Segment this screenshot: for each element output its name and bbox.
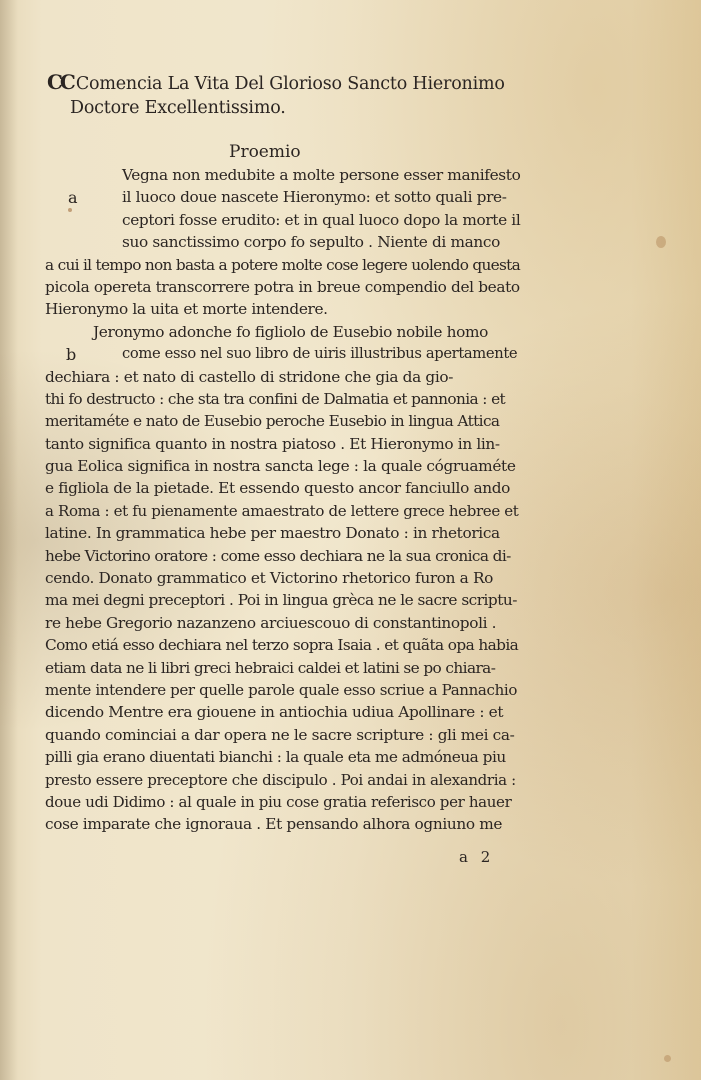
text-line: dechiara : et nato di castello di stridone che gia da gio- [45, 367, 454, 386]
text-line: cose imparate che ignoraua . Et pensando alhora ogniuno me [45, 815, 503, 834]
text-line: doue udi Didimo : al quale in piu cose gratia referisco per hauer [45, 792, 512, 811]
text-line: Como etiá esso dechiara nel terzo sopra Isaia . et quãta opa habia [45, 636, 519, 655]
text-line: latine. In grammatica hebe per maestro Donato : in rhetorica [45, 524, 500, 543]
text-line: Vegna non medubite a molte persone esser manifesto [122, 166, 521, 184]
text-line: meritaméte e nato de Eusebio peroche Eusebio in lingua Attica [45, 412, 500, 431]
incipit-heading [47, 70, 527, 120]
text-line: a cui il tempo non basta a potere molte cose legere uolendo questa [45, 255, 521, 274]
signature-mark: a 2 [459, 848, 495, 866]
text-line: hebe Victorino oratore : come esso dechiara ne la sua cronica di- [45, 546, 511, 565]
pilcrow-icon: CC [47, 70, 73, 94]
foxing-stain [656, 236, 666, 248]
text-line: e figliola de la pietade. Et essendo questo ancor fanciullo ando [45, 479, 511, 498]
text-line: il luoco doue nascete Hieronymo: et sotto quali pre- [122, 188, 507, 207]
foxing-stain [664, 1055, 671, 1062]
heading-line-1: Comencia La Vita Del Glorioso Sancto Hieronimo [75, 74, 505, 94]
text-line: Hieronymo la uita et morte intendere. [45, 300, 328, 319]
section-title: Proemio [229, 142, 301, 162]
text-line: suo sanctissimo corpo fo sepulto . Niente di manco [122, 233, 500, 252]
foxing-stain [68, 208, 72, 212]
text-line: pilli gia erano diuentati bianchi : la quale eta me admóneua piu [45, 748, 506, 767]
marginal-letter-b: b [66, 345, 77, 364]
gutter-shadow [0, 0, 18, 1080]
text-line: gua Eolica significa in nostra sancta lege : la quale cógruaméte [45, 457, 516, 476]
text-line: etiam data ne li libri greci hebraici caldei et latini se po chiara- [45, 658, 496, 677]
text-line: re hebe Gregorio nazanzeno arciuescouo di constantinopoli . [45, 613, 497, 632]
text-line: mente intendere per quelle parole quale esso scriue a Pannachio [45, 680, 518, 699]
text-line: picola opereta transcorrere potra in breue compendio del beato [45, 277, 520, 296]
text-line: thi fo destructo : che sta tra confini de Dalmatia et pannonia : et [45, 389, 506, 408]
text-line: ceptori fosse erudito: et in qual luoco dopo la morte il [122, 210, 521, 229]
heading-line-2: Doctore Excellentissimo. [70, 98, 286, 118]
marginal-letter-a: a [68, 188, 78, 207]
text-line: quando cominciai a dar opera ne le sacre scripture : gli mei ca- [45, 725, 515, 744]
text-line: a Roma : et fu pienamente amaestrato de lettere grece hebree et [45, 501, 519, 520]
text-line: Jeronymo adonche fo figliolo de Eusebio nobile homo [93, 322, 488, 341]
text-line: presto essere preceptore che discipulo . Poi andai in alexandria : [45, 770, 516, 789]
text-line: dicendo Mentre era giouene in antiochia udiua Apollinare : et [45, 703, 504, 722]
text-line: come esso nel suo libro de uiris illustribus apertamente [122, 345, 518, 363]
text-line: cendo. Donato grammatico et Victorino rhetorico furon a Ro [45, 569, 493, 588]
text-line: ma mei degni preceptori . Poi in lingua grèca ne le sacre scriptu- [45, 591, 517, 610]
text-line: tanto significa quanto in nostra piatoso . Et Hieronymo in lin- [45, 434, 500, 453]
body-text [45, 164, 520, 836]
